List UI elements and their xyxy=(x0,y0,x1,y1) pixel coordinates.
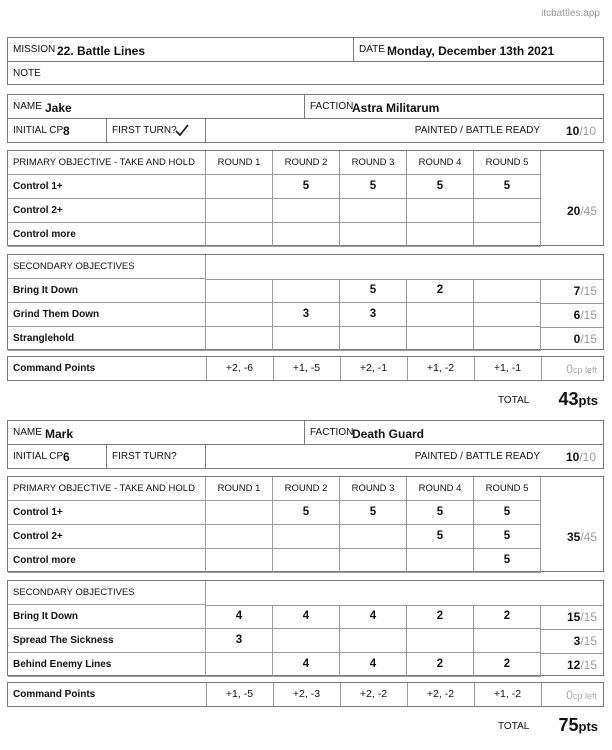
round-header-label: ROUND 5 xyxy=(485,483,529,494)
command-points-value: +2, -2 xyxy=(359,688,388,700)
command-points-row xyxy=(7,356,604,381)
secondary-header-spacer xyxy=(206,255,603,280)
secondary-header-label xyxy=(8,581,206,605)
command-points-row xyxy=(7,682,604,707)
score-input[interactable] xyxy=(340,653,407,677)
secondary-header-label xyxy=(8,255,206,279)
initial-cp-label: INITIAL CP xyxy=(13,451,64,462)
score-input[interactable] xyxy=(474,501,541,525)
score-input[interactable] xyxy=(340,549,407,573)
secondary-row-label: Behind Enemy Lines xyxy=(13,659,112,670)
score-input[interactable] xyxy=(340,279,407,303)
mission-box xyxy=(7,37,604,85)
round-header-label: ROUND 2 xyxy=(284,157,328,168)
primary-row-label-cell xyxy=(8,549,206,573)
score-value: 2 xyxy=(503,658,511,670)
score-value: 5 xyxy=(503,554,511,566)
command-points-value: +1, -5 xyxy=(292,362,321,374)
secondary-row-total xyxy=(541,629,603,654)
score-input[interactable] xyxy=(273,279,340,303)
command-points-value: +2, -6 xyxy=(225,362,254,374)
total-value: 43pts xyxy=(558,389,598,409)
score-value: 3 xyxy=(302,308,310,320)
score-input[interactable] xyxy=(407,303,474,327)
score-value: 4 xyxy=(369,658,377,670)
score-input[interactable] xyxy=(206,279,273,303)
secondary-total-value: 6/15 xyxy=(573,308,597,322)
faction-cell[interactable] xyxy=(305,95,603,119)
score-value: 5 xyxy=(436,180,444,192)
secondary-row-label-cell[interactable] xyxy=(8,303,206,327)
score-input[interactable] xyxy=(407,605,474,629)
primary-row-label: Control 2+ xyxy=(13,531,63,542)
painted-cell[interactable] xyxy=(206,445,603,468)
round-header-5 xyxy=(474,477,541,501)
primary-row-label-cell xyxy=(8,175,206,199)
checkmark-icon xyxy=(174,122,190,138)
score-input[interactable] xyxy=(340,199,407,223)
score-input[interactable] xyxy=(407,653,474,677)
command-points-input[interactable] xyxy=(340,683,408,706)
score-input[interactable] xyxy=(273,303,340,327)
score-input[interactable] xyxy=(474,175,541,199)
score-input[interactable] xyxy=(474,653,541,677)
score-input[interactable] xyxy=(474,279,541,303)
player-name-cell[interactable] xyxy=(8,95,305,119)
command-points-input[interactable] xyxy=(273,683,341,706)
score-value: 5 xyxy=(436,530,444,542)
score-input[interactable] xyxy=(474,303,541,327)
player-section-1 xyxy=(0,94,612,414)
score-input[interactable] xyxy=(474,327,541,351)
score-value: 5 xyxy=(302,506,310,518)
score-value: 3 xyxy=(235,634,243,646)
secondary-row-label-cell[interactable] xyxy=(8,653,206,677)
score-value: 5 xyxy=(503,530,511,542)
score-input[interactable] xyxy=(273,199,340,223)
score-input[interactable] xyxy=(206,605,273,629)
cp-left xyxy=(541,683,603,706)
total-value: 75pts xyxy=(558,715,598,735)
score-input[interactable] xyxy=(407,629,474,653)
secondary-header-text: SECONDARY OBJECTIVES xyxy=(13,261,135,272)
round-header-3 xyxy=(340,477,407,501)
score-value: 2 xyxy=(436,658,444,670)
command-points-label: Command Points xyxy=(13,363,96,374)
secondary-row-total xyxy=(541,303,603,328)
round-header-1 xyxy=(206,151,273,175)
score-input[interactable] xyxy=(206,525,273,549)
score-value: 5 xyxy=(369,284,377,296)
primary-total-value: 20/45 xyxy=(566,204,597,218)
command-points-input[interactable] xyxy=(407,357,475,380)
name-label: NAME xyxy=(13,427,42,438)
secondary-row-total xyxy=(541,279,603,304)
score-input[interactable] xyxy=(407,549,474,573)
secondary-total-value: 15/15 xyxy=(566,610,597,624)
score-input[interactable] xyxy=(407,525,474,549)
secondary-header-spacer xyxy=(206,581,603,606)
command-points-input[interactable] xyxy=(407,683,475,706)
score-value: 5 xyxy=(436,506,444,518)
secondary-total-value: 3/15 xyxy=(573,634,597,648)
primary-objective-table xyxy=(7,476,604,572)
primary-row-label-cell xyxy=(8,501,206,525)
primary-total xyxy=(541,501,603,573)
total-label: TOTAL xyxy=(498,721,530,732)
secondary-row-label-cell[interactable] xyxy=(8,279,206,303)
first-turn-toggle[interactable] xyxy=(107,445,206,468)
round-header-label: ROUND 2 xyxy=(284,483,328,494)
painted-label: PAINTED / BATTLE READY xyxy=(414,451,540,462)
secondary-objective-table xyxy=(7,580,604,676)
secondary-row-label: Grind Them Down xyxy=(13,309,100,320)
date-label: DATE xyxy=(359,44,385,55)
faction-cell[interactable] xyxy=(305,421,603,445)
score-value: 5 xyxy=(503,506,511,518)
secondary-header-text: SECONDARY OBJECTIVES xyxy=(13,587,135,598)
score-value: 4 xyxy=(369,610,377,622)
score-input[interactable] xyxy=(273,175,340,199)
command-points-label: Command Points xyxy=(13,689,96,700)
player-name: Jake xyxy=(45,101,72,115)
round-header-label: ROUND 4 xyxy=(418,483,462,494)
secondary-row-label: Stranglehold xyxy=(13,333,75,344)
note-label: NOTE xyxy=(13,68,41,79)
first-turn-label: FIRST TURN? xyxy=(112,125,177,136)
round-header-label: ROUND 1 xyxy=(217,483,261,494)
command-points-input[interactable] xyxy=(206,357,274,380)
score-input[interactable] xyxy=(407,199,474,223)
score-input[interactable] xyxy=(206,303,273,327)
score-value: 5 xyxy=(503,180,511,192)
primary-total xyxy=(541,175,603,247)
score-value: 2 xyxy=(503,610,511,622)
mission-label: MISSION xyxy=(13,44,56,55)
score-input[interactable] xyxy=(206,549,273,573)
painted-score: 10/10 xyxy=(565,450,596,464)
secondary-total-value: 7/15 xyxy=(573,284,597,298)
primary-header-text: PRIMARY OBJECTIVE - TAKE AND HOLD xyxy=(13,157,195,168)
mission-cell[interactable] xyxy=(8,38,354,62)
round-header-2 xyxy=(273,477,340,501)
primary-row-label: Control more xyxy=(13,229,76,240)
round-header-5 xyxy=(474,151,541,175)
initial-cp-cell[interactable] xyxy=(8,445,107,468)
score-input[interactable] xyxy=(206,223,273,247)
round-header-label: ROUND 5 xyxy=(485,157,529,168)
score-input[interactable] xyxy=(273,327,340,351)
score-input[interactable] xyxy=(474,223,541,247)
score-value: 4 xyxy=(302,658,310,670)
score-input[interactable] xyxy=(407,501,474,525)
score-input[interactable] xyxy=(273,501,340,525)
score-input[interactable] xyxy=(340,629,407,653)
score-input[interactable] xyxy=(206,653,273,677)
command-points-value: +1, -2 xyxy=(426,362,455,374)
score-input[interactable] xyxy=(273,629,340,653)
round-header-4 xyxy=(407,477,474,501)
score-input[interactable] xyxy=(206,501,273,525)
first-turn-label: FIRST TURN? xyxy=(112,451,177,462)
score-input[interactable] xyxy=(340,223,407,247)
score-input[interactable] xyxy=(340,175,407,199)
score-input[interactable] xyxy=(474,629,541,653)
command-points-label-cell xyxy=(8,357,207,380)
command-points-value: +1, -1 xyxy=(493,362,522,374)
score-input[interactable] xyxy=(273,605,340,629)
painted-cell[interactable] xyxy=(206,119,603,142)
score-input[interactable] xyxy=(340,605,407,629)
secondary-row-label: Bring It Down xyxy=(13,285,78,296)
total-label: TOTAL xyxy=(498,395,530,406)
score-input[interactable] xyxy=(340,501,407,525)
round-header-label: ROUND 3 xyxy=(351,157,395,168)
total-score xyxy=(470,712,604,738)
mission-value: 22. Battle Lines xyxy=(57,44,146,58)
total-score xyxy=(470,386,604,412)
round-header-label: ROUND 4 xyxy=(418,157,462,168)
cp-left-value: 0cp left xyxy=(566,688,597,702)
faction-value: Astra Militarum xyxy=(352,101,440,115)
primary-row-label: Control more xyxy=(13,555,76,566)
score-input[interactable] xyxy=(273,525,340,549)
player-section-2 xyxy=(0,420,612,740)
score-input[interactable] xyxy=(206,327,273,351)
command-points-value: +1, -5 xyxy=(225,688,254,700)
score-input[interactable] xyxy=(474,605,541,629)
score-input[interactable] xyxy=(407,279,474,303)
round-header-4 xyxy=(407,151,474,175)
player-name: Mark xyxy=(45,427,74,441)
round-header-3 xyxy=(340,151,407,175)
score-value: 2 xyxy=(436,284,444,296)
secondary-row-total xyxy=(541,605,603,630)
cp-left-value: 0cp left xyxy=(566,362,597,376)
player-info-box xyxy=(7,94,604,143)
score-input[interactable] xyxy=(273,653,340,677)
command-points-value: +1, -2 xyxy=(493,688,522,700)
primary-row-label: Control 2+ xyxy=(13,205,63,216)
score-value: 5 xyxy=(369,180,377,192)
score-input[interactable] xyxy=(407,223,474,247)
score-input[interactable] xyxy=(474,525,541,549)
name-label: NAME xyxy=(13,101,42,112)
score-input[interactable] xyxy=(474,199,541,223)
secondary-row-label: Bring It Down xyxy=(13,611,78,622)
round-header-1 xyxy=(206,477,273,501)
secondary-total-value: 12/15 xyxy=(566,658,597,672)
player-name-cell[interactable] xyxy=(8,421,305,445)
primary-total-value: 35/45 xyxy=(566,530,597,544)
score-input[interactable] xyxy=(407,175,474,199)
painted-label: PAINTED / BATTLE READY xyxy=(414,125,540,136)
initial-cp-value: 6 xyxy=(63,450,70,464)
initial-cp-value: 8 xyxy=(63,124,70,138)
note-field[interactable] xyxy=(8,62,603,84)
secondary-row-total xyxy=(541,327,603,351)
round-header-2 xyxy=(273,151,340,175)
score-input[interactable] xyxy=(273,223,340,247)
score-input[interactable] xyxy=(206,175,273,199)
round-header-label: ROUND 1 xyxy=(217,157,261,168)
score-input[interactable] xyxy=(273,549,340,573)
faction-value: Death Guard xyxy=(352,427,425,441)
score-input[interactable] xyxy=(407,327,474,351)
score-value: 4 xyxy=(235,610,243,622)
faction-label: FACTION xyxy=(310,101,354,112)
date-value: Monday, December 13th 2021 xyxy=(387,44,555,58)
secondary-objective-table xyxy=(7,254,604,350)
secondary-row-label-cell[interactable] xyxy=(8,327,206,351)
command-points-label-cell xyxy=(8,683,207,706)
command-points-input[interactable] xyxy=(474,683,542,706)
primary-header-label xyxy=(8,477,206,501)
primary-header-text: PRIMARY OBJECTIVE - TAKE AND HOLD xyxy=(13,483,195,494)
primary-row-label-cell xyxy=(8,199,206,223)
command-points-input[interactable] xyxy=(273,357,341,380)
player-info-box xyxy=(7,420,604,469)
initial-cp-cell[interactable] xyxy=(8,119,107,142)
secondary-row-total xyxy=(541,653,603,677)
primary-header-label xyxy=(8,151,206,175)
command-points-input[interactable] xyxy=(340,357,408,380)
secondary-row-label: Spread The Sickness xyxy=(13,635,114,646)
date-cell[interactable] xyxy=(354,38,603,62)
command-points-input[interactable] xyxy=(474,357,542,380)
primary-row-label: Control 1+ xyxy=(13,181,63,192)
score-input[interactable] xyxy=(206,629,273,653)
secondary-row-label-cell[interactable] xyxy=(8,629,206,653)
command-points-value: +2, -1 xyxy=(359,362,388,374)
command-points-value: +2, -3 xyxy=(292,688,321,700)
score-input[interactable] xyxy=(206,199,273,223)
secondary-row-label-cell[interactable] xyxy=(8,605,206,629)
primary-row-label-cell xyxy=(8,525,206,549)
score-value: 5 xyxy=(302,180,310,192)
command-points-input[interactable] xyxy=(206,683,274,706)
primary-row-label-cell xyxy=(8,223,206,247)
faction-label: FACTION xyxy=(310,427,354,438)
score-value: 5 xyxy=(369,506,377,518)
round-header-label: ROUND 3 xyxy=(351,483,395,494)
score-input[interactable] xyxy=(340,327,407,351)
score-input[interactable] xyxy=(474,549,541,573)
cp-left xyxy=(541,357,603,380)
primary-objective-table xyxy=(7,150,604,246)
brand-label: itcbattles.app xyxy=(541,8,600,19)
score-value: 4 xyxy=(302,610,310,622)
score-value: 3 xyxy=(369,308,377,320)
score-input[interactable] xyxy=(340,303,407,327)
first-turn-toggle[interactable] xyxy=(107,119,206,142)
secondary-total-value: 0/15 xyxy=(573,332,597,346)
primary-row-label: Control 1+ xyxy=(13,507,63,518)
command-points-value: +2, -2 xyxy=(426,688,455,700)
score-value: 2 xyxy=(436,610,444,622)
score-input[interactable] xyxy=(340,525,407,549)
painted-score: 10/10 xyxy=(565,124,596,138)
initial-cp-label: INITIAL CP xyxy=(13,125,64,136)
